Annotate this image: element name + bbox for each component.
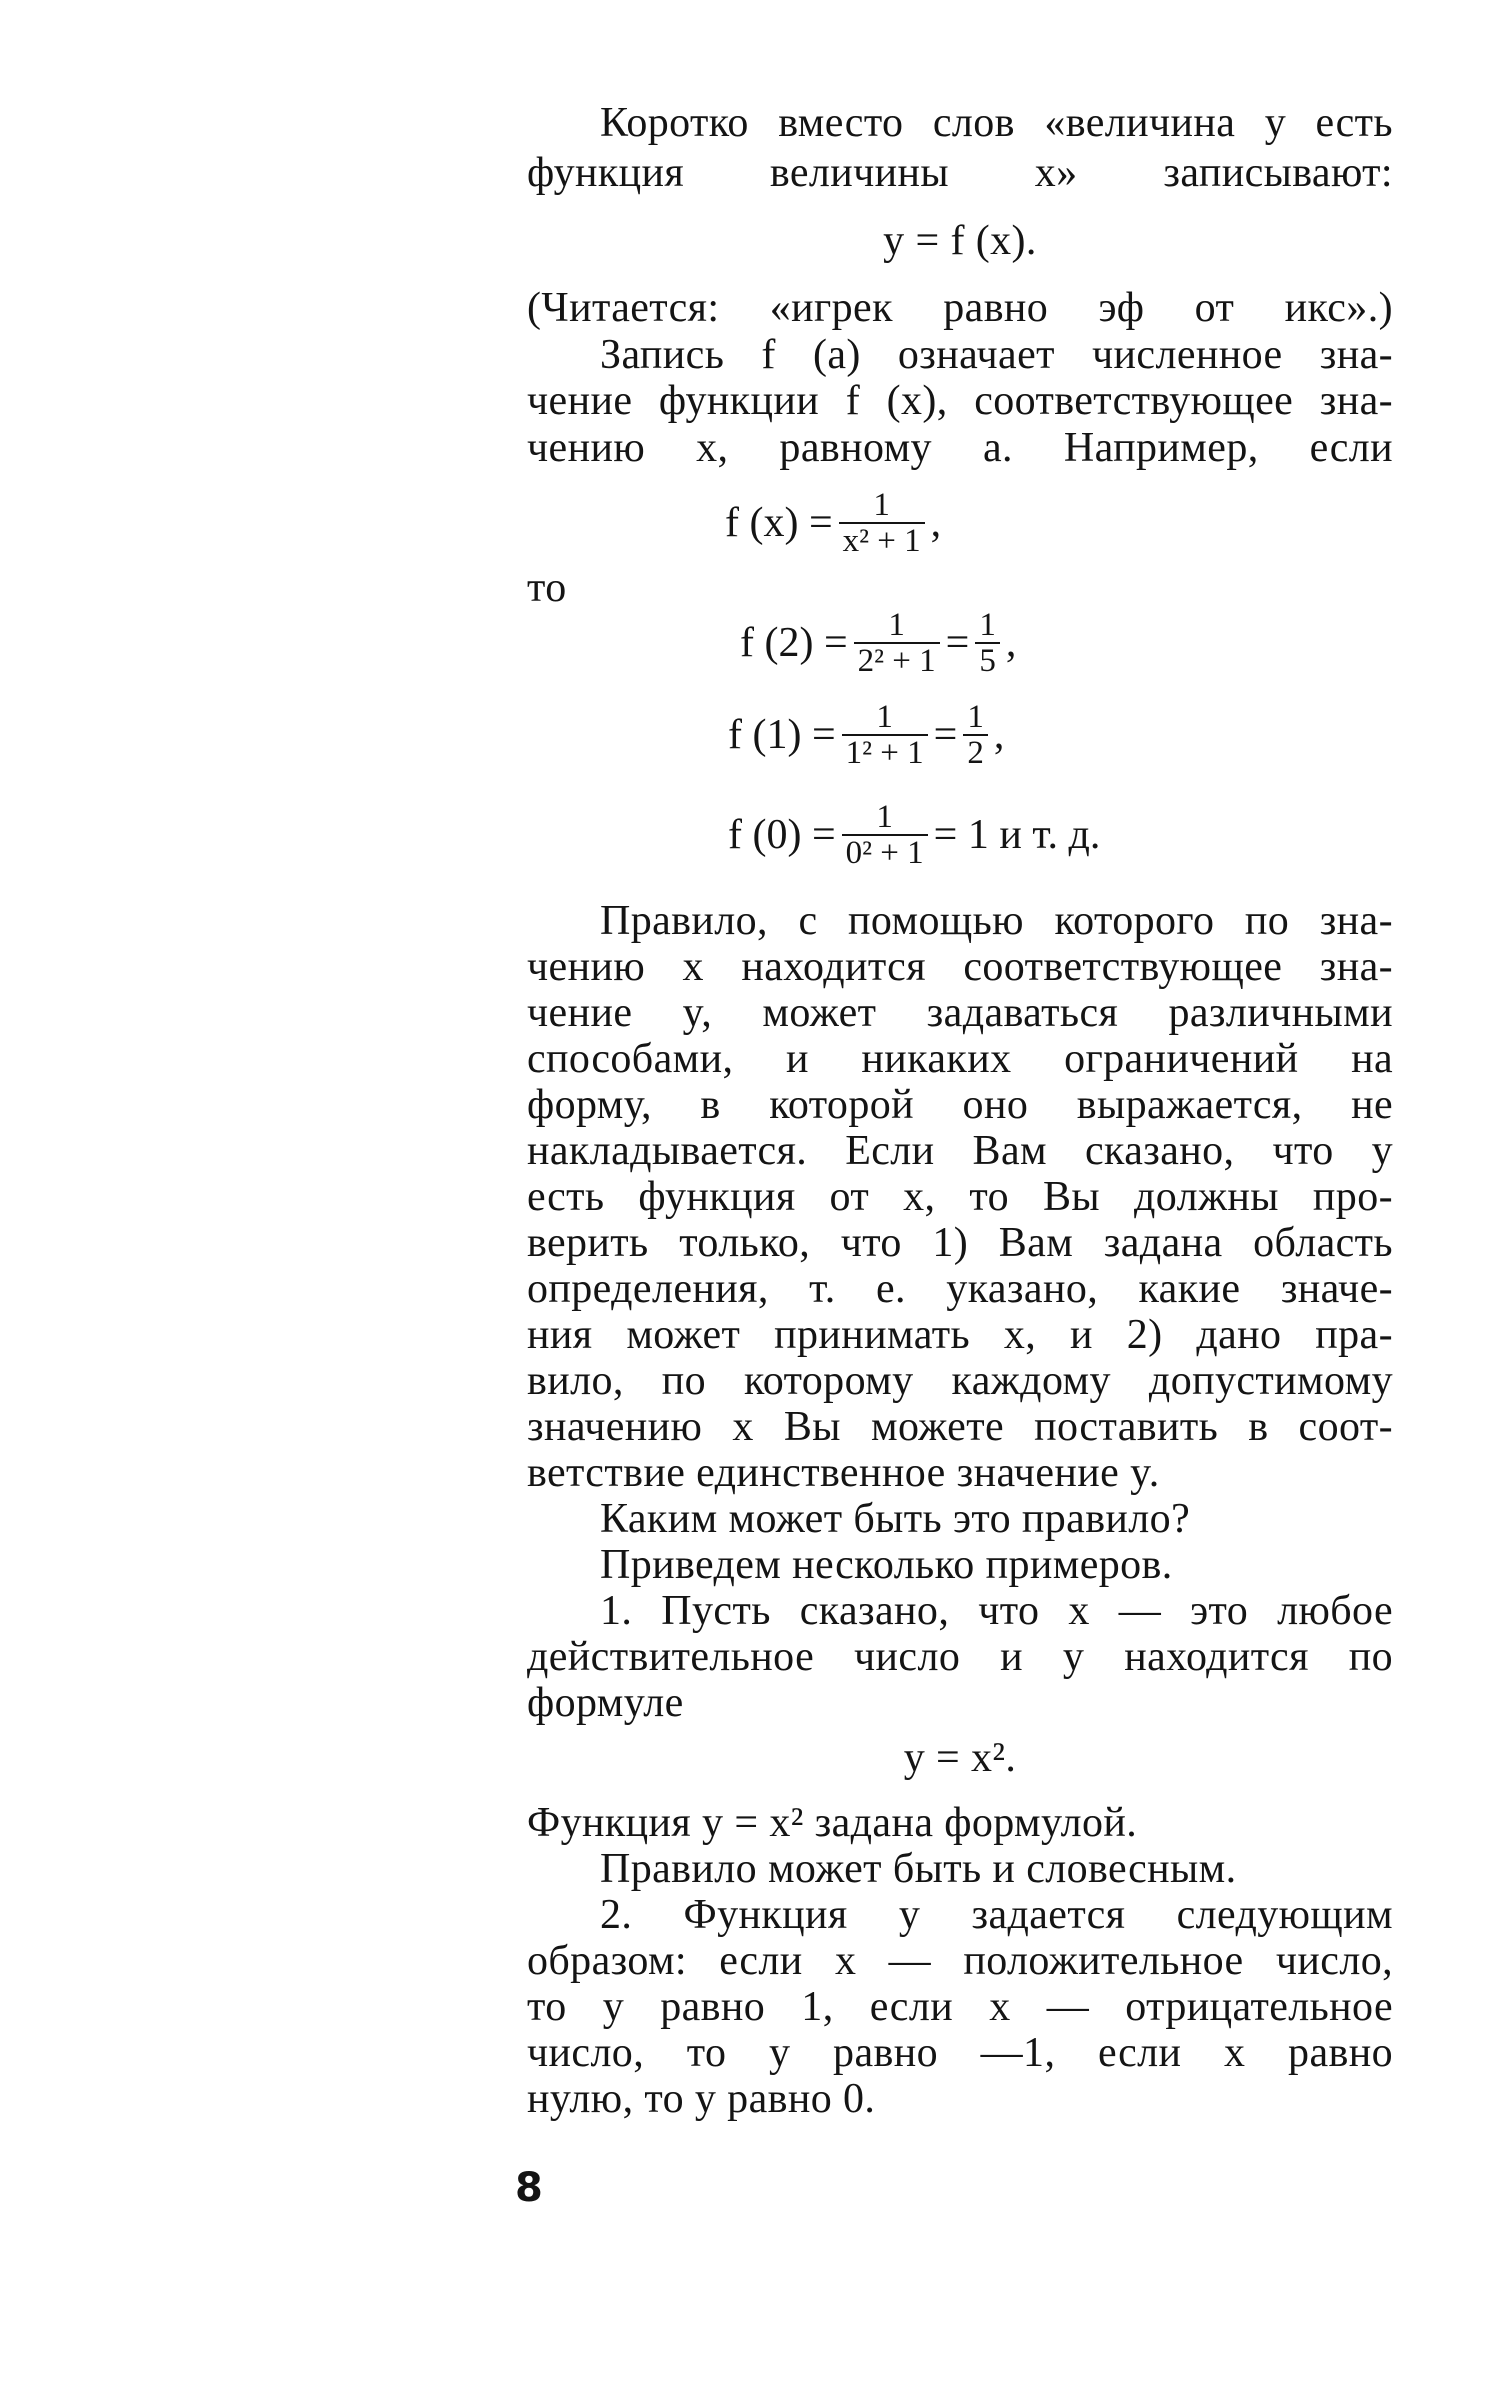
formula-f2 xyxy=(740,608,1016,678)
fraction xyxy=(842,800,928,870)
equals-sign: = xyxy=(945,620,970,666)
page-number: 8 xyxy=(515,2165,543,2211)
text-line: число, то y равно —1, если x равно xyxy=(527,2030,1393,2076)
fraction xyxy=(839,488,925,558)
text-line: верить только, что 1) Вам задана область xyxy=(527,1220,1393,1266)
text-line: ветствие единственное значение y. xyxy=(527,1450,1160,1496)
text-line: чение y, может задаваться различными xyxy=(527,990,1393,1036)
text-line: функция величины x» записывают: xyxy=(527,150,1393,196)
formula-f0 xyxy=(728,800,1100,870)
text-line: накладывается. Если Вам сказано, что y xyxy=(527,1128,1393,1174)
text-line: чению x, равному a. Например, если xyxy=(527,425,1393,471)
denominator: 0² + 1 xyxy=(842,834,928,870)
fraction xyxy=(854,608,940,678)
denominator: 2² + 1 xyxy=(854,642,940,678)
formula-lhs: f (2) = xyxy=(740,620,848,666)
text-line: действительное число и y находится по xyxy=(527,1634,1393,1680)
text-line: способами, и никаких ограничений на xyxy=(527,1036,1393,1082)
denominator: 5 xyxy=(975,642,1000,678)
text-line: 1. Пусть сказано, что x — это любое xyxy=(600,1588,1393,1634)
formula-f1 xyxy=(728,700,1004,770)
formula-lhs: f (1) = xyxy=(728,712,836,758)
fraction xyxy=(842,700,928,770)
text-line: Запись f (a) означает численное зна- xyxy=(600,332,1393,378)
text-line: вило, по которому каждому допустимому xyxy=(527,1358,1393,1404)
text-line: чение функции f (x), соответствующее зна- xyxy=(527,378,1393,424)
equals-sign: = xyxy=(933,712,958,758)
formula-tail: , xyxy=(993,712,1005,758)
numerator: 1 xyxy=(873,487,890,523)
text-line: (Читается: «игрек равно эф от икс».) xyxy=(527,285,1393,331)
numerator: 1 xyxy=(967,699,984,735)
formula-tail: = 1 и т. д. xyxy=(933,812,1101,858)
text-line: Правило, с помощью которого по зна- xyxy=(600,898,1393,944)
text-line: Коротко вместо слов «величина y есть xyxy=(600,100,1393,146)
text-line: Приведем несколько примеров. xyxy=(600,1542,1173,1588)
formula-definition xyxy=(725,488,941,558)
formula-lhs: f (x) = xyxy=(725,500,833,546)
numerator: 1 xyxy=(979,607,996,643)
text-line: формуле xyxy=(527,1680,684,1726)
text-line: нулю, то y равно 0. xyxy=(527,2076,876,2122)
numerator: 1 xyxy=(876,699,893,735)
fraction xyxy=(975,608,1000,678)
text-line: Правило может быть и словесным. xyxy=(600,1846,1237,1892)
word-to: то xyxy=(527,565,567,611)
text-line: форму, в которой оно выражается, не xyxy=(527,1082,1393,1128)
numerator: 1 xyxy=(888,607,905,643)
formula-y-x2: y = x². xyxy=(903,1735,1017,1781)
numerator: 1 xyxy=(876,799,893,835)
formula-tail: , xyxy=(1005,620,1017,666)
formula-lhs: f (0) = xyxy=(728,812,836,858)
text-line: чению x находится соответствующее зна- xyxy=(527,944,1393,990)
text-line: образом: если x — положительное число, xyxy=(527,1938,1393,1984)
text-line: Каким может быть это правило? xyxy=(600,1496,1191,1542)
text-line: Функция y = x² задана формулой. xyxy=(527,1800,1138,1846)
denominator: 2 xyxy=(963,734,988,770)
text-line: 2. Функция y задается следующим xyxy=(600,1892,1393,1938)
denominator: 1² + 1 xyxy=(842,734,928,770)
denominator: x² + 1 xyxy=(839,522,925,558)
text-line: значению x Вы можете поставить в соот- xyxy=(527,1404,1393,1450)
text-line: есть функция от x, то Вы должны про- xyxy=(527,1174,1393,1220)
formula-y-f-x: y = f (x). xyxy=(883,218,1037,264)
text-line: ния может принимать x, и 2) дано пра- xyxy=(527,1312,1393,1358)
formula-tail: , xyxy=(930,500,942,546)
text-line: определения, т. е. указано, какие значе- xyxy=(527,1266,1393,1312)
text-line: то y равно 1, если x — отрицательное xyxy=(527,1984,1393,2030)
fraction xyxy=(963,700,988,770)
